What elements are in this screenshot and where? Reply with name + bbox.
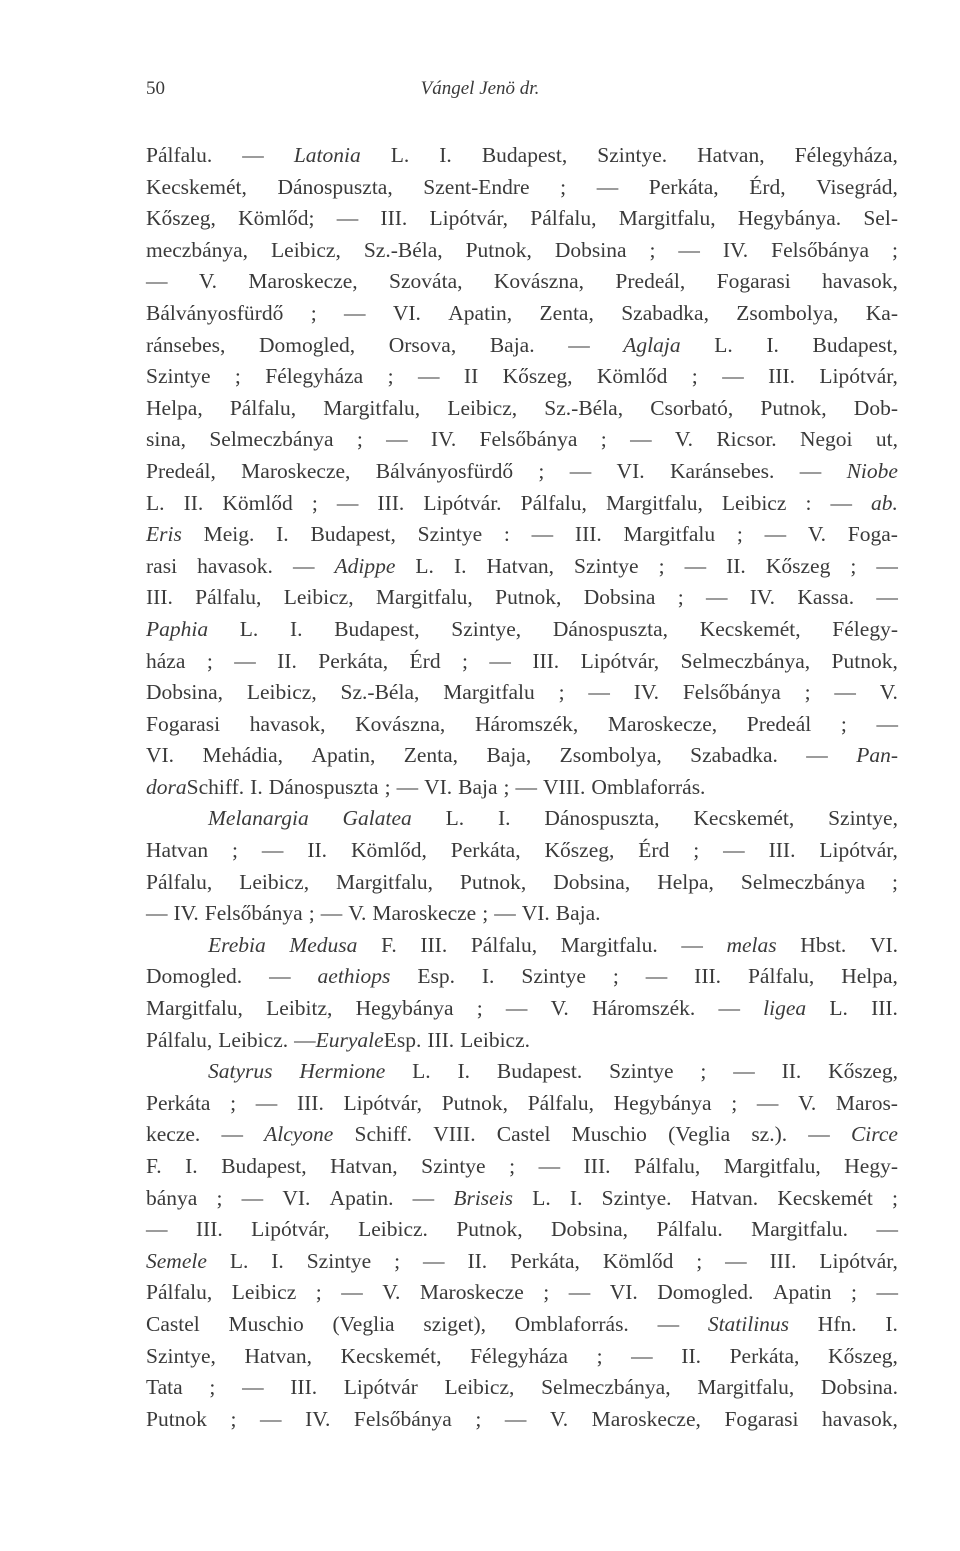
text-line: — V. Maroskecze, Szováta, Kovászna, Predeál, Fogarasi havasok, xyxy=(146,269,898,294)
text-line: Hatvan ; — II. Kömlőd, Perkáta, Kőszeg, Érd ; — III. Lipótvár, xyxy=(146,838,898,863)
text-line: Szintye, Hatvan, Kecskemét, Félegyháza ; — II. Perkáta, Kőszeg, xyxy=(146,1343,898,1368)
text-line: bánya ; — VI. Apatin. — Briseis L. I. Szintye. Hatvan. Kecskemét ; xyxy=(146,1185,898,1210)
text-line: Kecskemét, Dánospuszta, Szent-Endre ; — Perkáta, Érd, Visegrád, xyxy=(146,174,898,199)
text-line: Satyrus Hermione L. I. Budapest. Szintye ; — II. Kőszeg, xyxy=(208,1059,898,1084)
text-line: Pálfalu, Leibicz. — Euryale Esp. III. Leibicz. xyxy=(146,1027,531,1052)
text-line: Perkáta ; — III. Lipótvár, Putnok, Pálfalu, Hegybánya ; — V. Maros- xyxy=(146,1090,898,1115)
text-line: Fogarasi havasok, Kovászna, Háromszék, Maroskecze, Predeál ; — xyxy=(146,711,898,736)
text-line: sina, Selmeczbánya ; — IV. Felsőbánya ; — V. Ricsor. Negoi ut, xyxy=(146,427,898,452)
text-line: Erebia Medusa F. III. Pálfalu, Margitfalu. — melas Hbst. VI. xyxy=(208,932,898,957)
text-line: Paphia L. I. Budapest, Szintye, Dánospuszta, Kecskemét, Félegy- xyxy=(146,616,898,641)
text-line: Putnok ; — IV. Felsőbánya ; — V. Maroskecze, Fogarasi havasok, xyxy=(146,1406,898,1431)
text-line: Szintye ; Félegyháza ; — II Kőszeg, Kömlőd ; — III. Lipótvár, xyxy=(146,364,898,389)
text-line: Castel Muschio (Veglia sziget), Omblaforrás. — Statilinus Hfn. I. xyxy=(146,1311,898,1336)
text-line: Melanargia Galatea L. I. Dánospuszta, Kecskemét, Szintye, xyxy=(208,806,898,831)
text-line: Dobsina, Leibicz, Sz.-Béla, Margitfalu ; — IV. Felsőbánya ; — V. xyxy=(146,680,898,705)
text-line: Eris Meig. I. Budapest, Szintye : — III. Margitfalu ; — V. Foga- xyxy=(146,522,898,547)
text-line: Tata ; — III. Lipótvár Leibicz, Selmeczbánya, Margitfalu, Dobsina. xyxy=(146,1375,898,1400)
text-line: VI. Mehádia, Apatin, Zenta, Baja, Zsombolya, Szabadka. — Pan- xyxy=(146,743,898,768)
text-line: Kőszeg, Kömlőd; — III. Lipótvár, Pálfalu, Margitfalu, Hegybánya. Sel- xyxy=(146,206,898,231)
text-line: kecze. — Alcyone Schiff. VIII. Castel Muschio (Veglia sz.). — Circe xyxy=(146,1122,898,1147)
running-head: Vángel Jenö dr. xyxy=(420,78,540,99)
text-line: Pálfalu, Leibicz ; — V. Maroskecze ; — VI. Domogled. Apatin ; — xyxy=(146,1280,898,1305)
text-line: — IV. Felsőbánya ; — V. Maroskecze ; — VI. Baja. xyxy=(146,901,601,926)
page-number: 50 xyxy=(146,78,165,99)
text-line: dora Schiff. I. Dánospuszta ; — VI. Baja ; — VIII. Omblaforrás. xyxy=(146,774,706,799)
text-line: Semele L. I. Szintye ; — II. Perkáta, Kömlőd ; — III. Lipótvár, xyxy=(146,1248,898,1273)
text-line: rasi havasok. — Adippe L. I. Hatvan, Szintye ; — II. Kőszeg ; — xyxy=(146,553,898,578)
text-line: Margitfalu, Leibitz, Hegybánya ; — V. Háromszék. — ligea L. III. xyxy=(146,996,898,1021)
text-line: Domogled. — aethiops Esp. I. Szintye ; — III. Pálfalu, Helpa, xyxy=(146,964,898,989)
text-line: L. II. Kömlőd ; — III. Lipótvár. Pálfalu, Margitfalu, Leibicz : — ab. xyxy=(146,490,898,515)
text-line: — III. Lipótvár, Leibicz. Putnok, Dobsina, Pálfalu. Margitfalu. — xyxy=(146,1217,898,1242)
body-text xyxy=(146,140,898,1435)
text-line: Bálványosfürdő ; — VI. Apatin, Zenta, Szabadka, Zsombolya, Ka- xyxy=(146,300,898,325)
text-line: Pálfalu, Leibicz, Margitfalu, Putnok, Dobsina, Helpa, Selmeczbánya ; xyxy=(146,869,898,894)
text-line: háza ; — II. Perkáta, Érd ; — III. Lipótvár, Selmeczbánya, Putnok, xyxy=(146,648,898,673)
text-line: Predeál, Maroskecze, Bálványosfürdő ; — VI. Karánsebes. — Niobe xyxy=(146,458,898,483)
text-line: Helpa, Pálfalu, Margitfalu, Leibicz, Sz.-Béla, Csorbató, Putnok, Dob- xyxy=(146,395,898,420)
text-line: III. Pálfalu, Leibicz, Margitfalu, Putnok, Dobsina ; — IV. Kassa. — xyxy=(146,585,898,610)
text-line: ránsebes, Domogled, Orsova, Baja. — Aglaja L. I. Budapest, xyxy=(146,332,898,357)
text-line: Pálfalu. — Latonia L. I. Budapest, Szintye. Hatvan, Félegyháza, xyxy=(146,143,898,167)
text-line: meczbánya, Leibicz, Sz.-Béla, Putnok, Dobsina ; — IV. Felsőbánya ; xyxy=(146,237,898,262)
text-line: F. I. Budapest, Hatvan, Szintye ; — III. Pálfalu, Margitfalu, Hegy- xyxy=(146,1154,898,1178)
